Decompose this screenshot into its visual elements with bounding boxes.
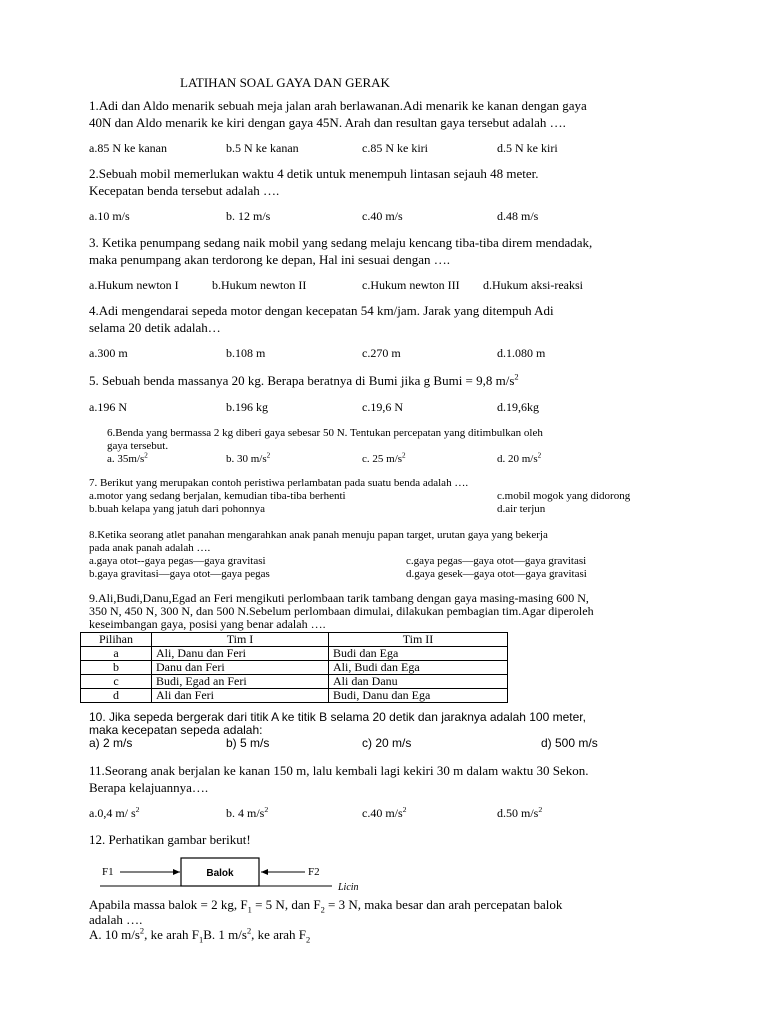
table-cell-tim-2: Ali dan Danu bbox=[329, 675, 508, 689]
force-diagram bbox=[100, 852, 380, 892]
table-header-pilihan: Pilihan bbox=[81, 633, 152, 647]
q8-option-b: b.gaya gravitasi—gaya otot—gaya pegas bbox=[89, 568, 270, 580]
q9-answer-table bbox=[80, 632, 508, 703]
q7-text-line1: 7. Berikut yang merupakan contoh peristiwa perlambatan pada suatu benda adalah …. bbox=[89, 477, 469, 489]
table-header-tim-2: Tim II bbox=[329, 633, 508, 647]
q4-text-line2: selama 20 detik adalah… bbox=[89, 320, 221, 335]
q11-text-line2: Berapa kelajuannya…. bbox=[89, 780, 209, 795]
q6-text-line1: 6.Benda yang bermassa 2 kg diberi gaya sebesar 50 N. Tentukan percepatan yang ditimbulkan oleh bbox=[107, 427, 543, 439]
table-header-row bbox=[81, 633, 508, 647]
q4-option-c: c.270 m bbox=[362, 346, 401, 360]
q9-text-line2: 350 N, 450 N, 300 N, dan 500 N.Sebelum perlombaan dimulai, dilakukan pembagian tim.Agar diperoleh bbox=[89, 604, 594, 618]
q1-option-a: a.85 N ke kanan bbox=[89, 141, 167, 155]
q12-text-line2: Apabila massa balok = 2 kg, $F_1 = 5$ N, dan $F_2 = 3$ N, maka besar dan arah percepatan balok bbox=[89, 897, 563, 915]
q2-text-line1: 2.Sebuah mobil memerlukan waktu 4 detik untuk menempuh lintasan sejauh 48 meter. bbox=[89, 166, 539, 181]
q11-text-line1: 11.Seorang anak berjalan ke kanan 150 m, lalu kembali lagi kekiri 30 m dalam waktu 30 Sekon. bbox=[89, 763, 589, 778]
table-cell-tim-2: Budi dan Ega bbox=[329, 647, 508, 661]
table-cell-pilihan: c bbox=[81, 675, 152, 689]
q12-text-line3: adalah …. bbox=[89, 912, 143, 927]
surface-label: Licin bbox=[338, 882, 359, 892]
q5-text: 5. Sebuah benda massanya 20 kg. Berapa beratnya di Bumi jika g Bumi = 9,8 $m/s^2$ bbox=[89, 371, 519, 388]
q1-option-d: d.5 N ke kiri bbox=[497, 141, 558, 155]
q8-option-a: a.gaya otot--gaya pegas—gaya gravitasi bbox=[89, 555, 266, 567]
table-cell-tim-1: Budi, Egad an Feri bbox=[152, 675, 329, 689]
q5-option-c: c.19,6 N bbox=[362, 400, 403, 414]
table-row bbox=[81, 675, 508, 689]
q4-option-d: d.1.080 m bbox=[497, 346, 546, 360]
q8-option-d: d.gaya gesek—gaya otot—gaya gravitasi bbox=[406, 568, 587, 580]
table-header-tim-1: Tim I bbox=[152, 633, 329, 647]
table-cell-pilihan: a bbox=[81, 647, 152, 661]
table-cell-tim-1: Ali, Danu dan Feri bbox=[152, 647, 329, 661]
table-row bbox=[81, 661, 508, 675]
q7-option-d: d.air terjun bbox=[497, 503, 546, 515]
q6-option-a: a. $35m/s^2$ bbox=[107, 451, 148, 465]
q1-option-c: c.85 N ke kiri bbox=[362, 141, 428, 155]
q10-text-line1: 10. Jika sepeda bergerak dari titik A ke titik B selama 20 detik dan jaraknya adalah 100 meter, bbox=[89, 710, 586, 724]
q3-text-line1: 3. Ketika penumpang sedang naik mobil yang sedang melaju kencang tiba-tiba direm mendadak, bbox=[89, 235, 593, 250]
q10-option-d: d) 500 m/s bbox=[541, 736, 598, 750]
q3-option-c: c.Hukum newton III bbox=[362, 278, 460, 292]
q2-option-d: d.48 m/s bbox=[497, 209, 539, 223]
q5-option-a: a.196 N bbox=[89, 400, 127, 414]
q3-option-b: b.Hukum newton II bbox=[212, 278, 307, 292]
table-cell-tim-1: Ali dan Feri bbox=[152, 689, 329, 703]
q2-option-a: a.10 m/s bbox=[89, 209, 130, 223]
block-label: Balok bbox=[206, 868, 234, 879]
q5-option-b: b.196 kg bbox=[226, 400, 268, 414]
q4-text-line1: 4.Adi mengendarai sepeda motor dengan kecepatan 54 km/jam. Jarak yang ditempuh Adi bbox=[89, 303, 554, 318]
q11-option-d: d.50 $m/s^2$ bbox=[497, 805, 543, 820]
f1-label: F1 bbox=[102, 866, 114, 878]
q3-option-d: d.Hukum aksi-reaksi bbox=[483, 278, 583, 292]
q4-option-b: b.108 m bbox=[226, 346, 266, 360]
table-row bbox=[81, 689, 508, 703]
q2-text-line2: Kecepatan benda tersebut adalah …. bbox=[89, 183, 280, 198]
q12-text-line1: 12. Perhatikan gambar berikut! bbox=[89, 832, 251, 847]
q1-option-b: b.5 N ke kanan bbox=[226, 141, 299, 155]
q8-option-c: c.gaya pegas—gaya otot—gaya gravitasi bbox=[406, 555, 587, 567]
q12-option-a: A. 10 $m/s^2$, ke arah $F_1$ bbox=[89, 925, 204, 945]
q2-option-b: b. 12 m/s bbox=[226, 209, 271, 223]
q11-option-c: c.40 $m/s^2$ bbox=[362, 805, 407, 820]
table-cell-tim-1: Danu dan Feri bbox=[152, 661, 329, 675]
q1-text-line2: 40N dan Aldo menarik ke kiri dengan gaya 45N. Arah dan resultan gaya tersebut adalah …. bbox=[89, 115, 566, 130]
q2-option-c: c.40 m/s bbox=[362, 209, 403, 223]
q1-text-line1: 1.Adi dan Aldo menarik sebuah meja jalan arah berlawanan.Adi menarik ke kanan dengan gaya bbox=[89, 98, 587, 113]
q3-text-line2: maka penumpang akan terdorong ke depan, Hal ini sesuai dengan …. bbox=[89, 252, 450, 267]
q10-option-c: c) 20 m/s bbox=[362, 736, 412, 750]
q8-text-line2: pada anak panah adalah …. bbox=[89, 542, 211, 554]
q12-options bbox=[89, 925, 311, 945]
f2-label: F2 bbox=[308, 866, 320, 878]
q3-option-a: a.Hukum newton I bbox=[89, 278, 179, 292]
q9-text-line1: 9.Ali,Budi,Danu,Egad an Feri mengikuti perlombaan tarik tambang dengan gaya masing-masing 600 N, bbox=[89, 591, 589, 605]
q11-option-b: b. 4 $m/s^2$ bbox=[226, 805, 269, 820]
q7-option-b: b.buah kelapa yang jatuh dari pohonnya bbox=[89, 503, 265, 515]
q10-option-a: a) 2 m/s bbox=[89, 736, 133, 750]
table-row bbox=[81, 647, 508, 661]
q6-option-b: b. 30 $m/s^2$ bbox=[226, 451, 271, 465]
q6-text-line2: gaya tersebut. bbox=[107, 440, 169, 452]
table-cell-pilihan: b bbox=[81, 661, 152, 675]
q8-text-line1: 8.Ketika seorang atlet panahan mengarahkan anak panah menuju papan target, urutan gaya yang bekerja bbox=[89, 529, 548, 541]
page-title: LATIHAN SOAL GAYA DAN GERAK bbox=[180, 75, 390, 90]
q10-text-line2: maka kecepatan sepeda adalah: bbox=[89, 723, 263, 737]
q5-option-d: d.19,6kg bbox=[497, 400, 539, 414]
table-cell-pilihan: d bbox=[81, 689, 152, 703]
q4-option-a: a.300 m bbox=[89, 346, 128, 360]
q9-text-line3: keseimbangan gaya, posisi yang benar adalah …. bbox=[89, 617, 326, 631]
q11-option-a: a.0,4 m/ $s^2$ bbox=[89, 805, 140, 820]
q10-option-b: b) 5 m/s bbox=[226, 736, 270, 750]
q12-option-b: B. 1 $m/s^2$, ke arah $F_2$ bbox=[203, 925, 311, 945]
table-cell-tim-2: Ali, Budi dan Ega bbox=[329, 661, 508, 675]
q7-option-a: a.motor yang sedang berjalan, kemudian tiba-tiba berhenti bbox=[89, 490, 346, 502]
q7-option-c: c.mobil mogok yang didorong bbox=[497, 490, 631, 502]
q6-option-c: c. 25 $m/s^2$ bbox=[362, 451, 406, 465]
q6-option-d: d. 20 $m/s^2$ bbox=[497, 451, 542, 465]
table-cell-tim-2: Budi, Danu dan Ega bbox=[329, 689, 508, 703]
